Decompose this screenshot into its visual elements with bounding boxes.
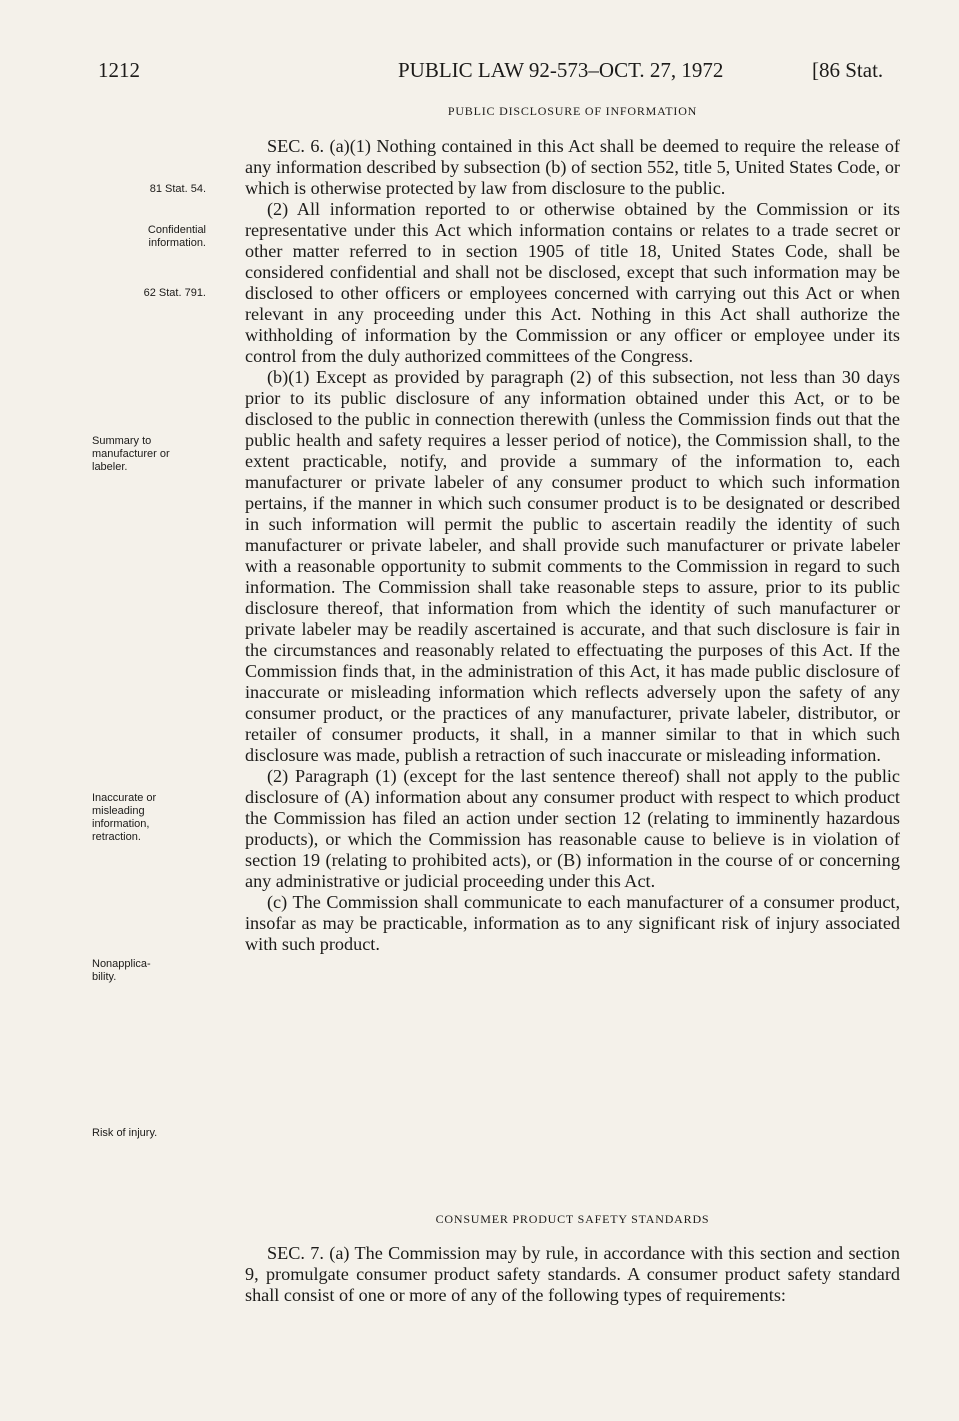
section-heading-public-disclosure: PUBLIC DISCLOSURE OF INFORMATION — [447, 104, 698, 118]
margin-note-confidential: Confidential information. — [147, 224, 206, 249]
margin-note-nonapplicability: Nonapplica- bility. — [92, 958, 151, 983]
section-7-body — [245, 1243, 900, 1306]
margin-note-inaccurate: Inaccurate or misleading information, retraction. — [92, 792, 157, 843]
margin-note-risk: Risk of injury. — [92, 1127, 158, 1139]
paragraph-sec6-b1: (b)(1) Except as provided by paragraph (2) of this subsection, not less than 30 days prior to its public disclosure of any information obtained under this Act, or to be disclosed to the public in connection therewith (unless the Commission finds out that the public health and safety requires a lesser period of notice), the Commission shall, to the extent practicable, notify, and provide a summary of the information to, each manufacturer or private labeler of any consumer product to which such information pertains, if the manner in which such consumer product is to be designated or described in such information will permit the public to ascertain readily the identity of such manufacturer or private labeler, and shall provide such manufacturer or private labeler with a reasonable opportunity to submit comments to the Commission in regard to such information. The Commission shall take reasonable steps to assure, prior to its public disclosure thereof, that information from which the identity of such manufacturer or private labeler may be readily ascertained is accurate, and that such disclosure is fair in the circumstances and reasonably related to effectuating the purposes of this Act. If the Commission finds that, in the administration of this Act, it has made public disclosure of inaccurate or misleading information which reflects adversely upon the safety of any consumer product, or the practices of any manufacturer, private labeler, distributor, or retailer of consumer products, it shall, in a manner similar to that in which such disclosure was made, publish a retraction of such inaccurate or misleading information. — [245, 367, 900, 765]
running-title: PUBLIC LAW 92-573–OCT. 27, 1972 — [398, 58, 724, 82]
margin-note-summary: Summary to manufacturer or labeler. — [92, 435, 170, 473]
margin-note-62-stat: 62 Stat. 791. — [143, 287, 206, 299]
page-number: 1212 — [98, 58, 140, 82]
paragraph-sec6-c: (c) The Commission shall communicate to each manufacturer of a consumer product, insofar as may be practicable, information as to any significant risk of injury associated with such product. — [245, 892, 900, 954]
section-6-body — [245, 136, 900, 955]
paragraph-sec7-a: SEC. 7. (a) The Commission may by rule, in accordance with this section and section 9, promulgate consumer product safety standards. A consumer product safety standard shall consist of one or more of any of the following types of requirements: — [245, 1243, 900, 1305]
statute-reference: [86 Stat. — [812, 58, 884, 82]
paragraph-sec6-a1: SEC. 6. (a)(1) Nothing contained in this Act shall be deemed to require the release of any information described by subsection (b) of section 552, title 5, United States Code, or which is otherwise protected by law from disclosure to the public. — [245, 136, 900, 198]
section-heading-safety-standards: CONSUMER PRODUCT SAFETY STANDARDS — [435, 1212, 710, 1226]
margin-note-81-stat: 81 Stat. 54. — [149, 183, 206, 195]
paragraph-sec6-a2: (2) All information reported to or otherwise obtained by the Commission or its representative under this Act which information contains or relates to a trade secret or other matter referred to in section 1905 of title 18, United States Code, shall be considered confidential and shall not be disclosed, except that such information may be disclosed to other officers or employees concerned with carrying out this Act or when relevant in any proceeding under this Act. Nothing in this Act shall authorize the withholding of information by the Commission or any officer or employee under its control from the duly authorized committees of the Congress. — [245, 199, 900, 366]
page-header — [98, 58, 898, 84]
paragraph-sec6-b2: (2) Paragraph (1) (except for the last sentence thereof) shall not apply to the public disclosure of (A) information about any consumer product with respect to which product the Commission has filed an action under section 12 (relating to imminently hazardous products), or which the Commission has reasonable cause to believe is in violation of section 19 (relating to prohibited acts), or (B) information in the course of or concerning any administrative or judicial proceeding under this Act. — [245, 766, 900, 891]
